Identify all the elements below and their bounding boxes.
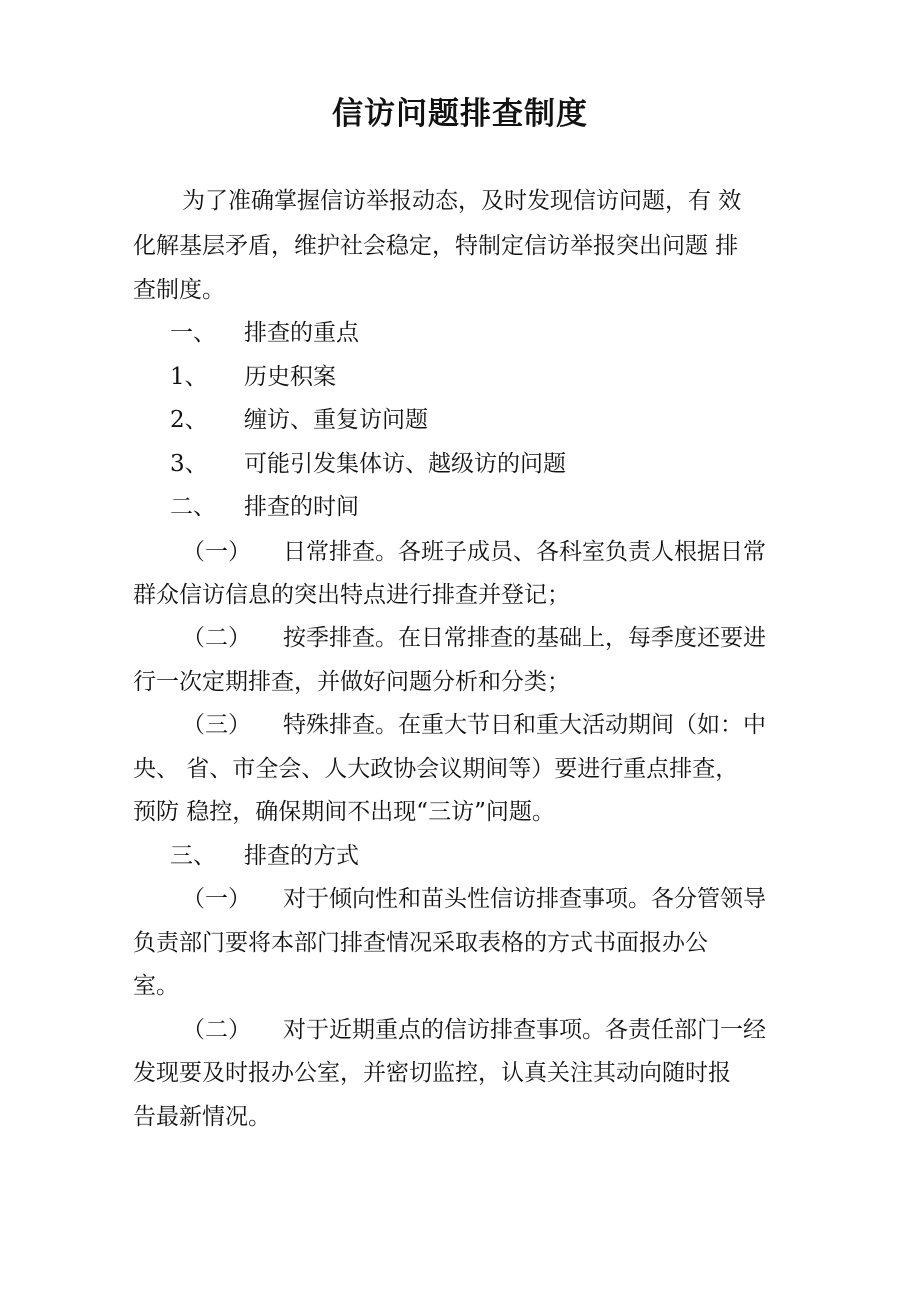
section2-p2-line-1: 按季排查。在日常排查的基础上，每季度还要进	[283, 625, 766, 651]
section3-p1-line-2: 负责部门要将本部门排查情况采取表格的方式书面报办公	[133, 930, 708, 956]
section2-p3-line-2: 央、 省、市全会、人大政协会议期间等）要进行重点排查，	[133, 756, 739, 782]
section1-number: 一、	[170, 320, 216, 346]
section1-item-3-number: 3、	[170, 451, 208, 477]
section2-p2-number: （二）	[182, 625, 251, 651]
section3-p1-number: （一）	[182, 886, 251, 912]
section3-p2-line-1: 对于近期重点的信访排查事项。各责任部门一经	[283, 1017, 766, 1043]
section3-p1-line-3: 室。	[133, 973, 179, 999]
section2-p1-number: （一）	[182, 539, 251, 565]
section3-p2-line-2: 发现要及时报办公室，并密切监控，认真关注其动向随时报	[133, 1060, 731, 1086]
section2-p1-line-2: 群众信访信息的突出特点进行排查并登记；	[133, 582, 570, 608]
section2-p1-line-1: 日常排查。各班子成员、各科室负责人根据日常	[283, 539, 766, 565]
intro-line-3: 查制度。	[133, 277, 225, 303]
intro-line-1: 为了准确掌握信访举报动态，及时发现信访问题，有 效	[182, 188, 742, 214]
section2-p3-line-1: 特殊排查。在重大节日和重大活动期间（如：中	[283, 712, 766, 738]
section1-item-2-text: 缠访、重复访问题	[244, 407, 428, 433]
section1-item-3-text: 可能引发集体访、越级访的问题	[244, 451, 566, 477]
section3-p1-line-1: 对于倾向性和苗头性信访排查事项。各分管领导	[283, 886, 766, 912]
section2-number: 二、	[170, 494, 216, 520]
section1-heading: 排查的重点	[244, 320, 359, 346]
intro-line-2: 化解基层矛盾，维护社会稳定，特制定信访举报突出问题 排	[133, 233, 739, 259]
section2-heading: 排查的时间	[244, 494, 359, 520]
section3-heading: 排查的方式	[244, 843, 359, 869]
section2-p2-line-2: 行一次定期排查，并做好问题分析和分类；	[133, 669, 570, 695]
section1-item-1-text: 历史积案	[244, 364, 336, 390]
section3-p2-line-3: 告最新情况。	[133, 1104, 271, 1130]
section2-p3-line-3: 预防 稳控，确保期间不出现“三访”问题。	[133, 799, 555, 825]
document-title: 信访问题排查制度	[332, 96, 588, 132]
section3-number: 三、	[170, 843, 216, 869]
section3-p2-number: （二）	[182, 1017, 251, 1043]
section1-item-1-number: 1、	[170, 364, 208, 390]
section1-item-2-number: 2、	[170, 407, 208, 433]
section2-p3-number: （三）	[182, 712, 251, 738]
